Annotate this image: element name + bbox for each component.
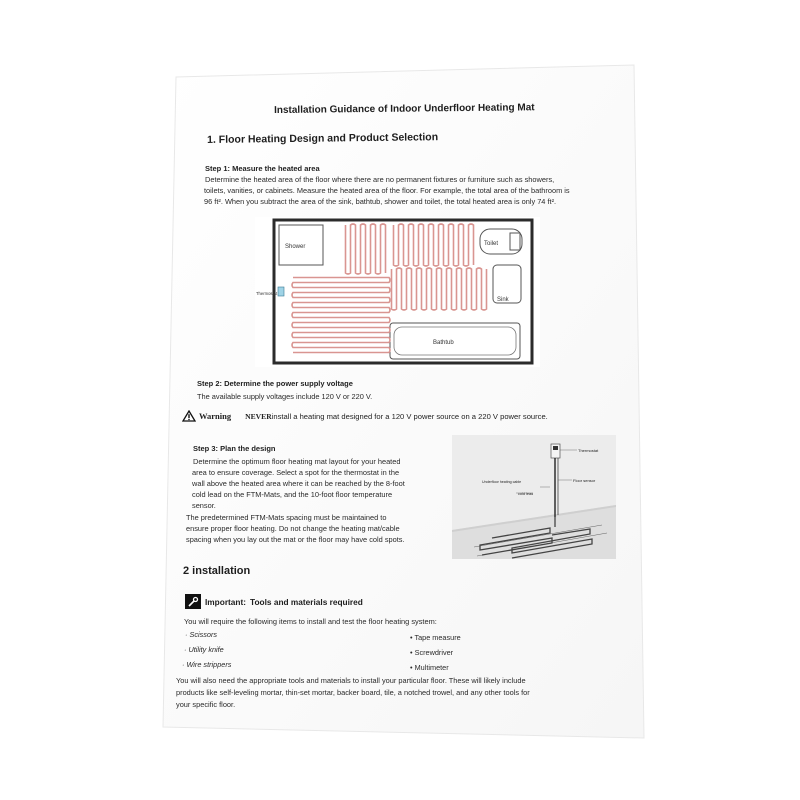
step-1-heading: Step 1: Measure the heated area bbox=[205, 164, 320, 173]
warning-notice bbox=[182, 410, 548, 422]
step-3-line-2: area to ensure coverage. Select a spot for the thermostat in the bbox=[192, 468, 400, 477]
step-1-line-3: 96 ft². When you subtract the area of the sink, bathtub, shower and toilet, the total heated area is only 74 ft². bbox=[204, 197, 557, 206]
step-1-line-1: Determine the heated area of the floor where there are no permanent fixtures or furniture such as showers, bbox=[205, 175, 555, 184]
warning-text: install a heating mat designed for a 120 V power source on a 220 V power source. bbox=[271, 411, 548, 421]
closing-line-2: products like self-leveling mortar, thin-set mortar, backer board, tile, a notched trowel, and any other tools for bbox=[176, 688, 530, 697]
sink-label: Sink bbox=[497, 297, 509, 303]
closing-line-1: You will also need the appropriate tools and materials to install your particular floor. These will likely include bbox=[176, 676, 526, 685]
tool-scissors: · Scissors bbox=[185, 630, 218, 639]
thermostat-box bbox=[278, 287, 284, 296]
photo-cold-lead-label: cold lead bbox=[518, 492, 534, 496]
tool-screwdriver: • Screwdriver bbox=[410, 648, 454, 657]
step-3-line-3: wall above the heated area where it can be reached by the 8-foot bbox=[192, 479, 405, 488]
step-3-line-1: Determine the optimum floor heating mat layout for your heated bbox=[193, 457, 401, 466]
step-3-line-7: ensure proper floor heating. Do not change the heating mat/cable bbox=[186, 524, 400, 533]
tools-wrench-icon bbox=[185, 594, 201, 609]
important-heading bbox=[185, 594, 363, 609]
step-3-line-6: The predetermined FTM-Mats spacing must be maintained to bbox=[186, 513, 387, 522]
tools-intro: You will require the following items to install and test the floor heating system: bbox=[184, 617, 437, 626]
warning-never: NEVER bbox=[245, 411, 272, 421]
closing-line-3: your specific floor. bbox=[176, 700, 236, 709]
step-3-heading: Step 3: Plan the design bbox=[193, 444, 276, 453]
bathtub-label: Bathtub bbox=[433, 340, 454, 346]
document-title: Installation Guidance of Indoor Underfloor Heating Mat bbox=[274, 102, 535, 116]
warning-triangle-icon bbox=[182, 410, 196, 422]
step-3-line-8: spacing when you lay out the mat or the floor may have cold spots. bbox=[186, 535, 405, 544]
floor-plan-diagram bbox=[255, 217, 540, 367]
photo-underfloor-label: Underfloor heating cable bbox=[482, 480, 522, 484]
step-2-heading: Step 2: Determine the power supply voltage bbox=[197, 379, 353, 388]
shower-label: Shower bbox=[285, 244, 306, 250]
tool-tape-measure: • Tape measure bbox=[410, 633, 461, 642]
important-label: Important: bbox=[205, 596, 247, 607]
step-1-line-2: toilets, vanities, or cabinets. Measure the heated area of the floor. For example, the total area of the bathroom is bbox=[204, 186, 570, 195]
toilet-label: Toilet bbox=[484, 241, 499, 247]
step-2-line: The available supply voltages include 120 V or 220 V. bbox=[197, 392, 373, 401]
tool-multimeter: • Multimeter bbox=[410, 663, 449, 672]
photo-thermostat-label: Thermostat bbox=[578, 448, 599, 453]
warning-label: Warning bbox=[199, 411, 232, 421]
important-text: Tools and materials required bbox=[250, 596, 363, 607]
step-3-line-5: sensor. bbox=[192, 501, 216, 510]
section-2-heading: 2 installation bbox=[183, 565, 251, 577]
tool-utility-knife: · Utility knife bbox=[184, 645, 224, 654]
photo-floor-sensor-label: Floor sensor bbox=[573, 478, 596, 483]
step-3-line-4: cold lead on the FTM-Mats, and the 10-foot floor temperature bbox=[192, 490, 393, 499]
tool-wire-strippers: · Wire strippers bbox=[182, 660, 232, 669]
section-1-heading: 1. Floor Heating Design and Product Selection bbox=[207, 131, 439, 146]
thermostat-label: Thermostat bbox=[256, 291, 278, 296]
installation-photo bbox=[452, 435, 616, 559]
